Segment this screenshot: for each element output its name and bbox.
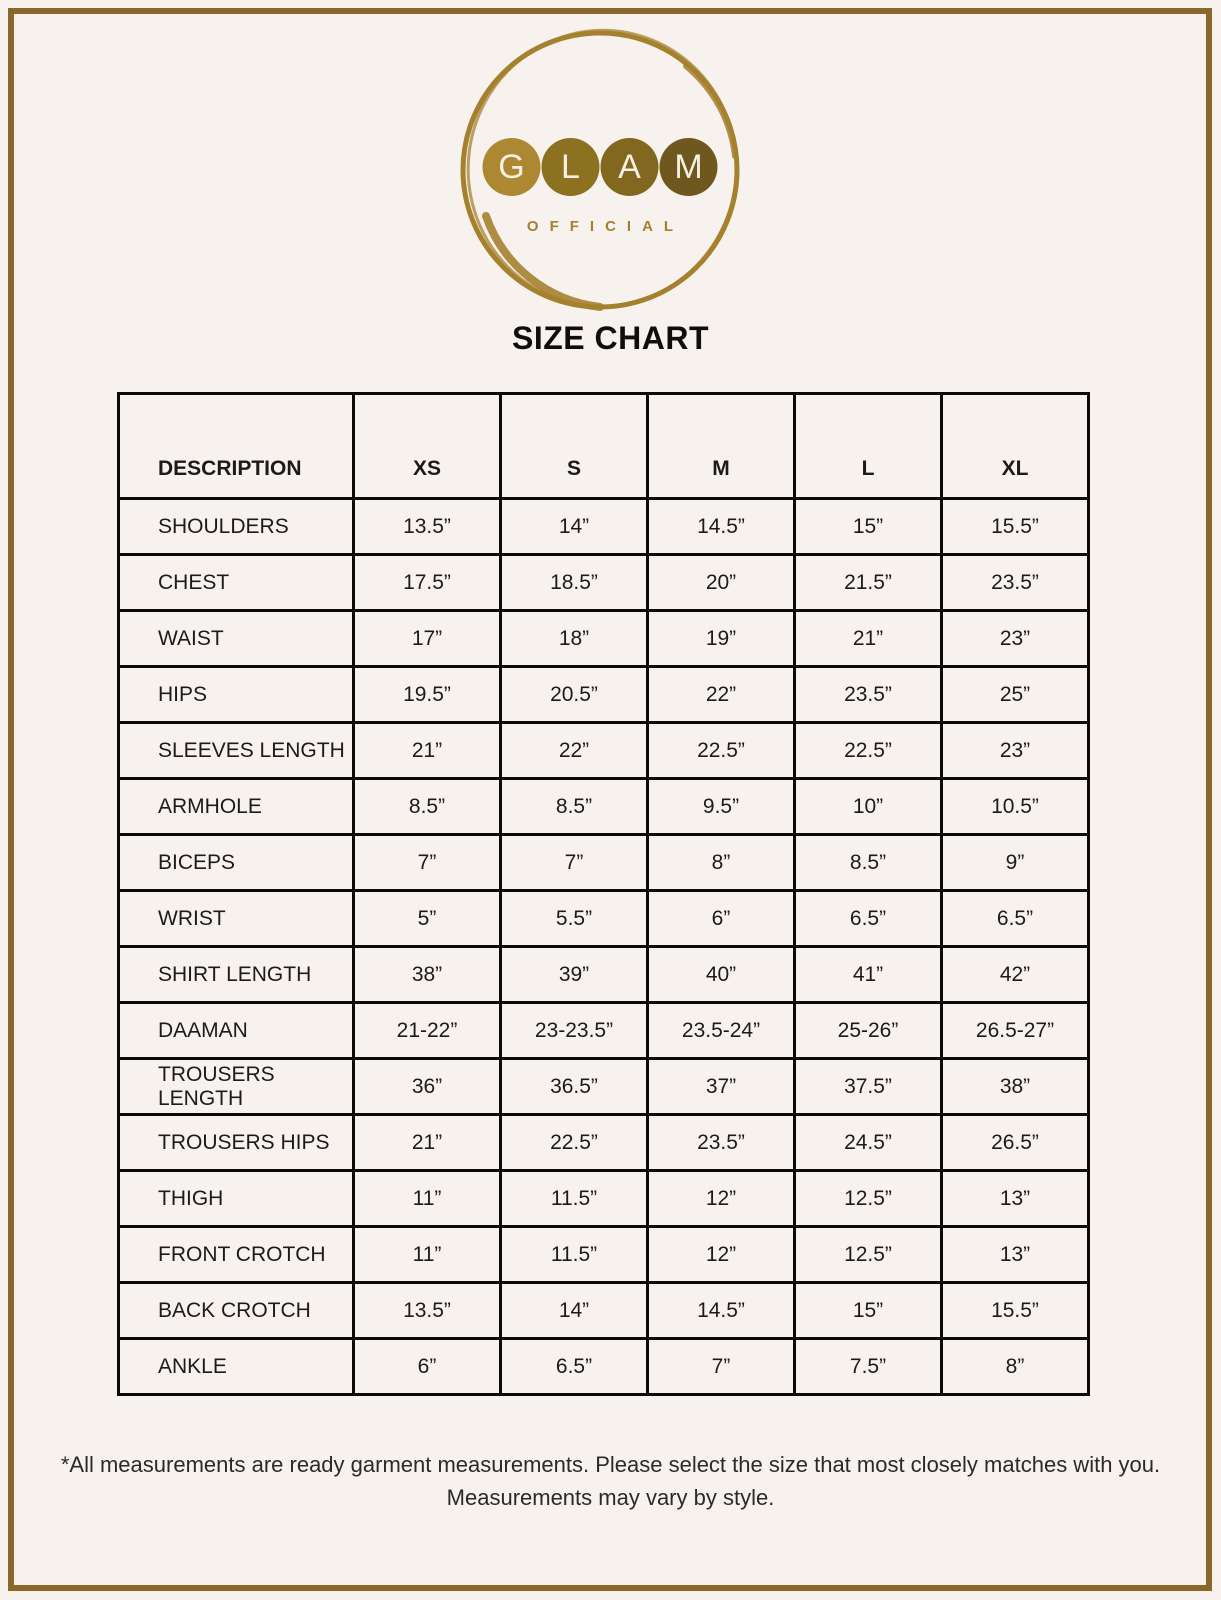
logo-letter-g: G: [483, 138, 541, 196]
header-row: [119, 394, 1089, 499]
footnote-line-2: Measurements may vary by style.: [446, 1485, 775, 1510]
column-header-description: DESCRIPTION: [119, 394, 354, 499]
size-value-cell: 23.5”: [648, 1115, 795, 1171]
column-header-s: S: [501, 394, 648, 499]
size-table-body: [119, 499, 1089, 1395]
size-value-cell: 11”: [354, 1171, 501, 1227]
size-value-cell: 8”: [648, 835, 795, 891]
row-label: THIGH: [119, 1171, 354, 1227]
size-value-cell: 7”: [501, 835, 648, 891]
size-value-cell: 8.5”: [354, 779, 501, 835]
size-value-cell: 10.5”: [942, 779, 1089, 835]
table-row: [119, 1003, 1089, 1059]
size-value-cell: 39”: [501, 947, 648, 1003]
row-label: BACK CROTCH: [119, 1283, 354, 1339]
row-label: ANKLE: [119, 1339, 354, 1395]
size-value-cell: 6.5”: [501, 1339, 648, 1395]
size-value-cell: 21”: [354, 723, 501, 779]
size-value-cell: 13”: [942, 1227, 1089, 1283]
size-value-cell: 17.5”: [354, 555, 501, 611]
size-value-cell: 23.5”: [795, 667, 942, 723]
table-row: [119, 1283, 1089, 1339]
table-row: [119, 835, 1089, 891]
size-value-cell: 21”: [795, 611, 942, 667]
size-value-cell: 15.5”: [942, 1283, 1089, 1339]
size-value-cell: 14”: [501, 1283, 648, 1339]
column-header-xs: XS: [354, 394, 501, 499]
size-value-cell: 20.5”: [501, 667, 648, 723]
size-value-cell: 5.5”: [501, 891, 648, 947]
logo-subtitle: OFFICIAL: [526, 218, 685, 235]
table-row: [119, 1059, 1089, 1115]
size-value-cell: 26.5”: [942, 1115, 1089, 1171]
size-value-cell: 14.5”: [648, 499, 795, 555]
size-value-cell: 9”: [942, 835, 1089, 891]
table-row: [119, 1171, 1089, 1227]
size-value-cell: 14”: [501, 499, 648, 555]
size-value-cell: 12.5”: [795, 1171, 942, 1227]
row-label: DAAMAN: [119, 1003, 354, 1059]
size-value-cell: 25-26”: [795, 1003, 942, 1059]
size-value-cell: 36.5”: [501, 1059, 648, 1115]
size-value-cell: 22.5”: [648, 723, 795, 779]
size-value-cell: 15.5”: [942, 499, 1089, 555]
size-table-header: [119, 394, 1089, 499]
size-value-cell: 18”: [501, 611, 648, 667]
size-value-cell: 8.5”: [501, 779, 648, 835]
logo-letter-l: L: [542, 138, 600, 196]
size-value-cell: 41”: [795, 947, 942, 1003]
row-label: BICEPS: [119, 835, 354, 891]
column-header-l: L: [795, 394, 942, 499]
row-label: TROUSERS LENGTH: [119, 1059, 354, 1115]
row-label: WRIST: [119, 891, 354, 947]
size-value-cell: 24.5”: [795, 1115, 942, 1171]
size-value-cell: 17”: [354, 611, 501, 667]
row-label: WAIST: [119, 611, 354, 667]
size-value-cell: 19.5”: [354, 667, 501, 723]
table-row: [119, 891, 1089, 947]
row-label: CHEST: [119, 555, 354, 611]
row-label: HIPS: [119, 667, 354, 723]
size-value-cell: 8.5”: [795, 835, 942, 891]
row-label: SHOULDERS: [119, 499, 354, 555]
size-value-cell: 13.5”: [354, 499, 501, 555]
size-value-cell: 12”: [648, 1171, 795, 1227]
size-value-cell: 13”: [942, 1171, 1089, 1227]
size-value-cell: 38”: [942, 1059, 1089, 1115]
size-value-cell: 25”: [942, 667, 1089, 723]
table-row: [119, 723, 1089, 779]
size-value-cell: 14.5”: [648, 1283, 795, 1339]
footnote: [0, 1448, 1221, 1514]
size-value-cell: 23.5-24”: [648, 1003, 795, 1059]
table-row: [119, 1339, 1089, 1395]
size-value-cell: 6.5”: [795, 891, 942, 947]
size-value-cell: 22.5”: [501, 1115, 648, 1171]
size-value-cell: 6”: [648, 891, 795, 947]
size-value-cell: 22”: [648, 667, 795, 723]
size-value-cell: 19”: [648, 611, 795, 667]
logo-letter-m: M: [660, 138, 718, 196]
table-row: [119, 499, 1089, 555]
size-value-cell: 6”: [354, 1339, 501, 1395]
size-value-cell: 11.5”: [501, 1171, 648, 1227]
size-value-cell: 37”: [648, 1059, 795, 1115]
size-value-cell: 15”: [795, 1283, 942, 1339]
size-value-cell: 23-23.5”: [501, 1003, 648, 1059]
size-value-cell: 12.5”: [795, 1227, 942, 1283]
size-value-cell: 22.5”: [795, 723, 942, 779]
row-label: SHIRT LENGTH: [119, 947, 354, 1003]
size-value-cell: 23”: [942, 611, 1089, 667]
size-value-cell: 9.5”: [648, 779, 795, 835]
table-row: [119, 779, 1089, 835]
row-label: SLEEVES LENGTH: [119, 723, 354, 779]
size-value-cell: 7”: [354, 835, 501, 891]
size-value-cell: 36”: [354, 1059, 501, 1115]
table-row: [119, 555, 1089, 611]
logo-letter-circles: [483, 138, 718, 196]
footnote-line-1: *All measurements are ready garment measurements. Please select the size that most closely matches with you.: [60, 1452, 1161, 1477]
size-value-cell: 21”: [354, 1115, 501, 1171]
size-value-cell: 21-22”: [354, 1003, 501, 1059]
size-value-cell: 5”: [354, 891, 501, 947]
size-value-cell: 23”: [942, 723, 1089, 779]
size-value-cell: 26.5-27”: [942, 1003, 1089, 1059]
size-value-cell: 18.5”: [501, 555, 648, 611]
table-row: [119, 947, 1089, 1003]
table-row: [119, 1115, 1089, 1171]
size-value-cell: 21.5”: [795, 555, 942, 611]
column-header-m: M: [648, 394, 795, 499]
size-value-cell: 23.5”: [942, 555, 1089, 611]
table-row: [119, 611, 1089, 667]
page-title: SIZE CHART: [512, 320, 709, 356]
size-table: [117, 392, 1090, 1396]
logo-letter-a: A: [601, 138, 659, 196]
brand-logo: [456, 26, 744, 314]
size-value-cell: 6.5”: [942, 891, 1089, 947]
size-value-cell: 8”: [942, 1339, 1089, 1395]
size-value-cell: 12”: [648, 1227, 795, 1283]
size-value-cell: 40”: [648, 947, 795, 1003]
table-row: [119, 667, 1089, 723]
size-value-cell: 20”: [648, 555, 795, 611]
size-value-cell: 11”: [354, 1227, 501, 1283]
size-value-cell: 10”: [795, 779, 942, 835]
row-label: FRONT CROTCH: [119, 1227, 354, 1283]
size-value-cell: 37.5”: [795, 1059, 942, 1115]
size-value-cell: 7”: [648, 1339, 795, 1395]
column-header-xl: XL: [942, 394, 1089, 499]
size-value-cell: 7.5”: [795, 1339, 942, 1395]
size-value-cell: 22”: [501, 723, 648, 779]
row-label: ARMHOLE: [119, 779, 354, 835]
size-value-cell: 42”: [942, 947, 1089, 1003]
size-value-cell: 11.5”: [501, 1227, 648, 1283]
size-value-cell: 13.5”: [354, 1283, 501, 1339]
size-value-cell: 38”: [354, 947, 501, 1003]
size-value-cell: 15”: [795, 499, 942, 555]
row-label: TROUSERS HIPS: [119, 1115, 354, 1171]
table-row: [119, 1227, 1089, 1283]
